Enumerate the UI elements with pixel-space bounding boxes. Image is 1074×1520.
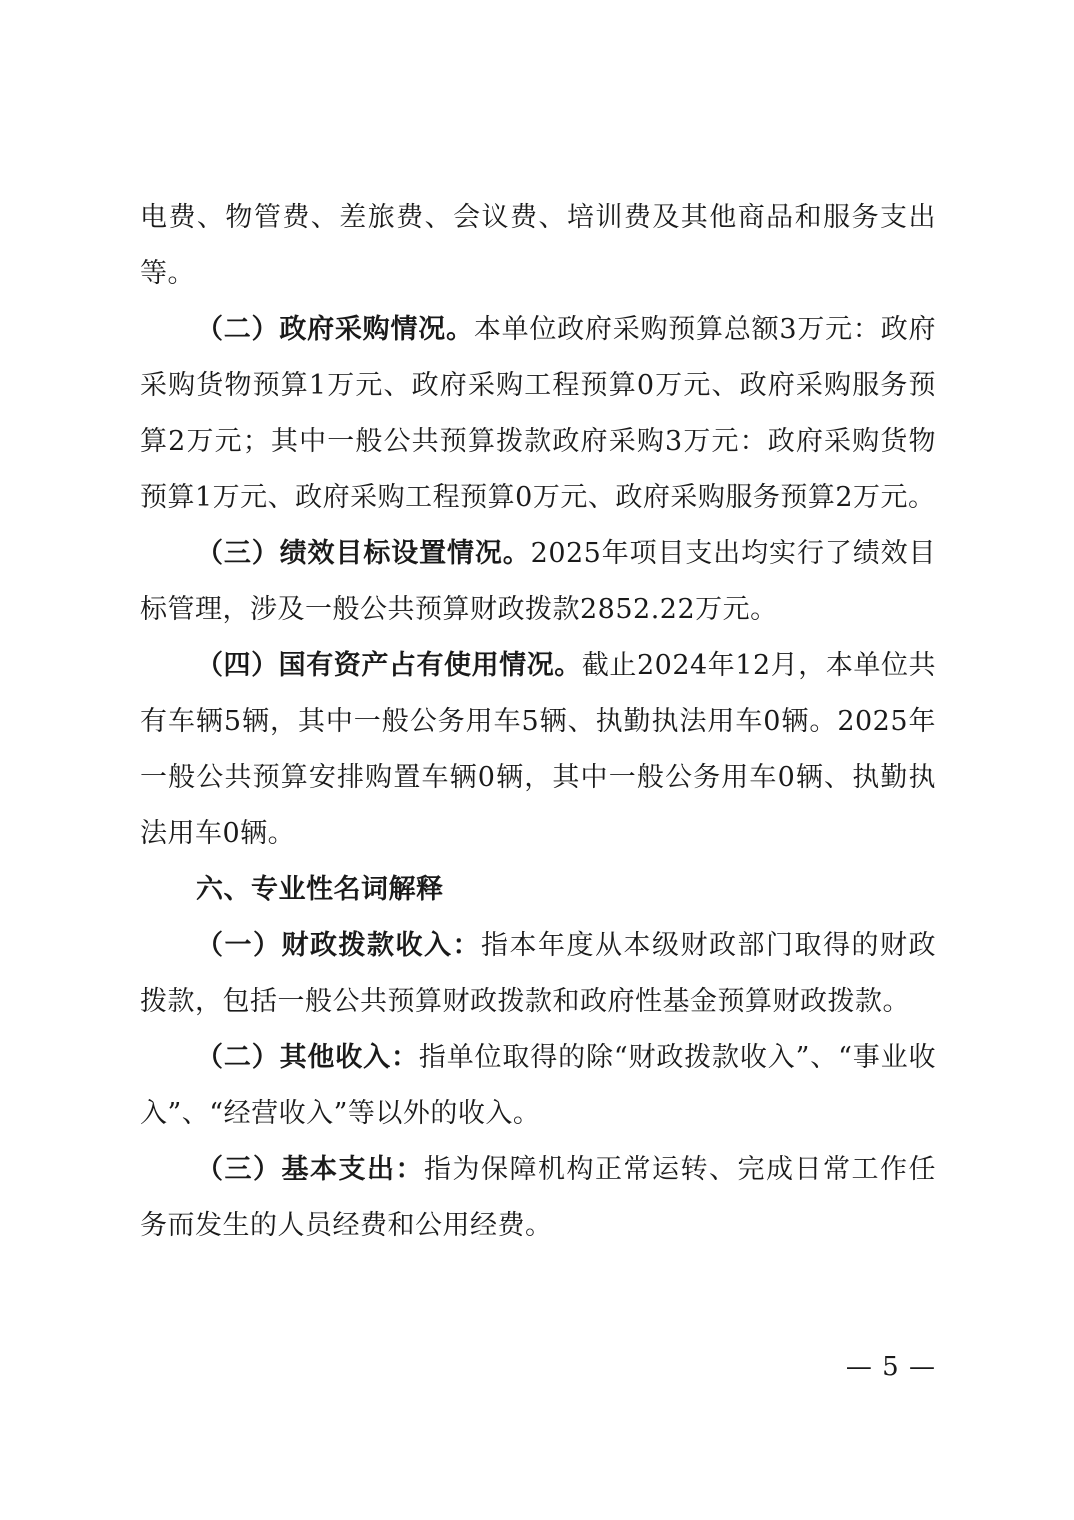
- paragraph-government-procurement: [140, 302, 936, 526]
- paragraph-continuation: [140, 190, 936, 302]
- section-heading-six: 六、专业性名词解释: [196, 874, 444, 905]
- term-label: （三）基本支出：: [196, 1154, 424, 1185]
- paragraph-text: 本单位政府采购预算总额3万元：政府采购货物预算1万元、政府采购工程预算0万元、政府采购服务预算2万元；其中一般公共预算拨款政府采购3万元：政府采购货物预算1万元、政府采购工程预算0万元、政府采购服务预算2万元。: [140, 314, 936, 513]
- page-number: — 5 —: [845, 1352, 936, 1382]
- term-label: （一）财政拨款收入：: [196, 930, 481, 961]
- paragraph-text: 电费、物管费、差旅费、会议费、培训费及其他商品和服务支出等。: [140, 202, 936, 289]
- paragraph-lead: （三）绩效目标设置情况。: [196, 538, 531, 569]
- paragraph-state-assets: [140, 638, 936, 862]
- term-definition: 指为保障机构正常运转、完成日常工作任务而发生的人员经费和公用经费。: [140, 1154, 936, 1241]
- term-definition: 指单位取得的除“财政拨款收入”、“事业收入”、“经营收入”等以外的收入。: [140, 1042, 936, 1129]
- term-other-income: [140, 1030, 936, 1142]
- paragraph-text: 2025年项目支出均实行了绩效目标管理，涉及一般公共预算财政拨款2852.22万元。: [140, 538, 936, 625]
- document-body: [140, 190, 936, 1254]
- term-fiscal-appropriation-income: [140, 918, 936, 1030]
- paragraph-lead: （二）政府采购情况。: [196, 314, 474, 345]
- paragraph-text: 截止2024年12月，本单位共有车辆5辆，其中一般公务用车5辆、执勤执法用车0辆。2025年一般公共预算安排购置车辆0辆，其中一般公务用车0辆、执勤执法用车0辆。: [140, 650, 937, 849]
- term-definition: 指本年度从本级财政部门取得的财政拨款，包括一般公共预算财政拨款和政府性基金预算财政拨款。: [140, 930, 936, 1017]
- paragraph-performance-targets: [140, 526, 936, 638]
- term-label: （二）其他收入：: [196, 1042, 419, 1073]
- paragraph-lead: （四）国有资产占有使用情况。: [196, 650, 582, 681]
- term-basic-expenditure: [140, 1142, 936, 1254]
